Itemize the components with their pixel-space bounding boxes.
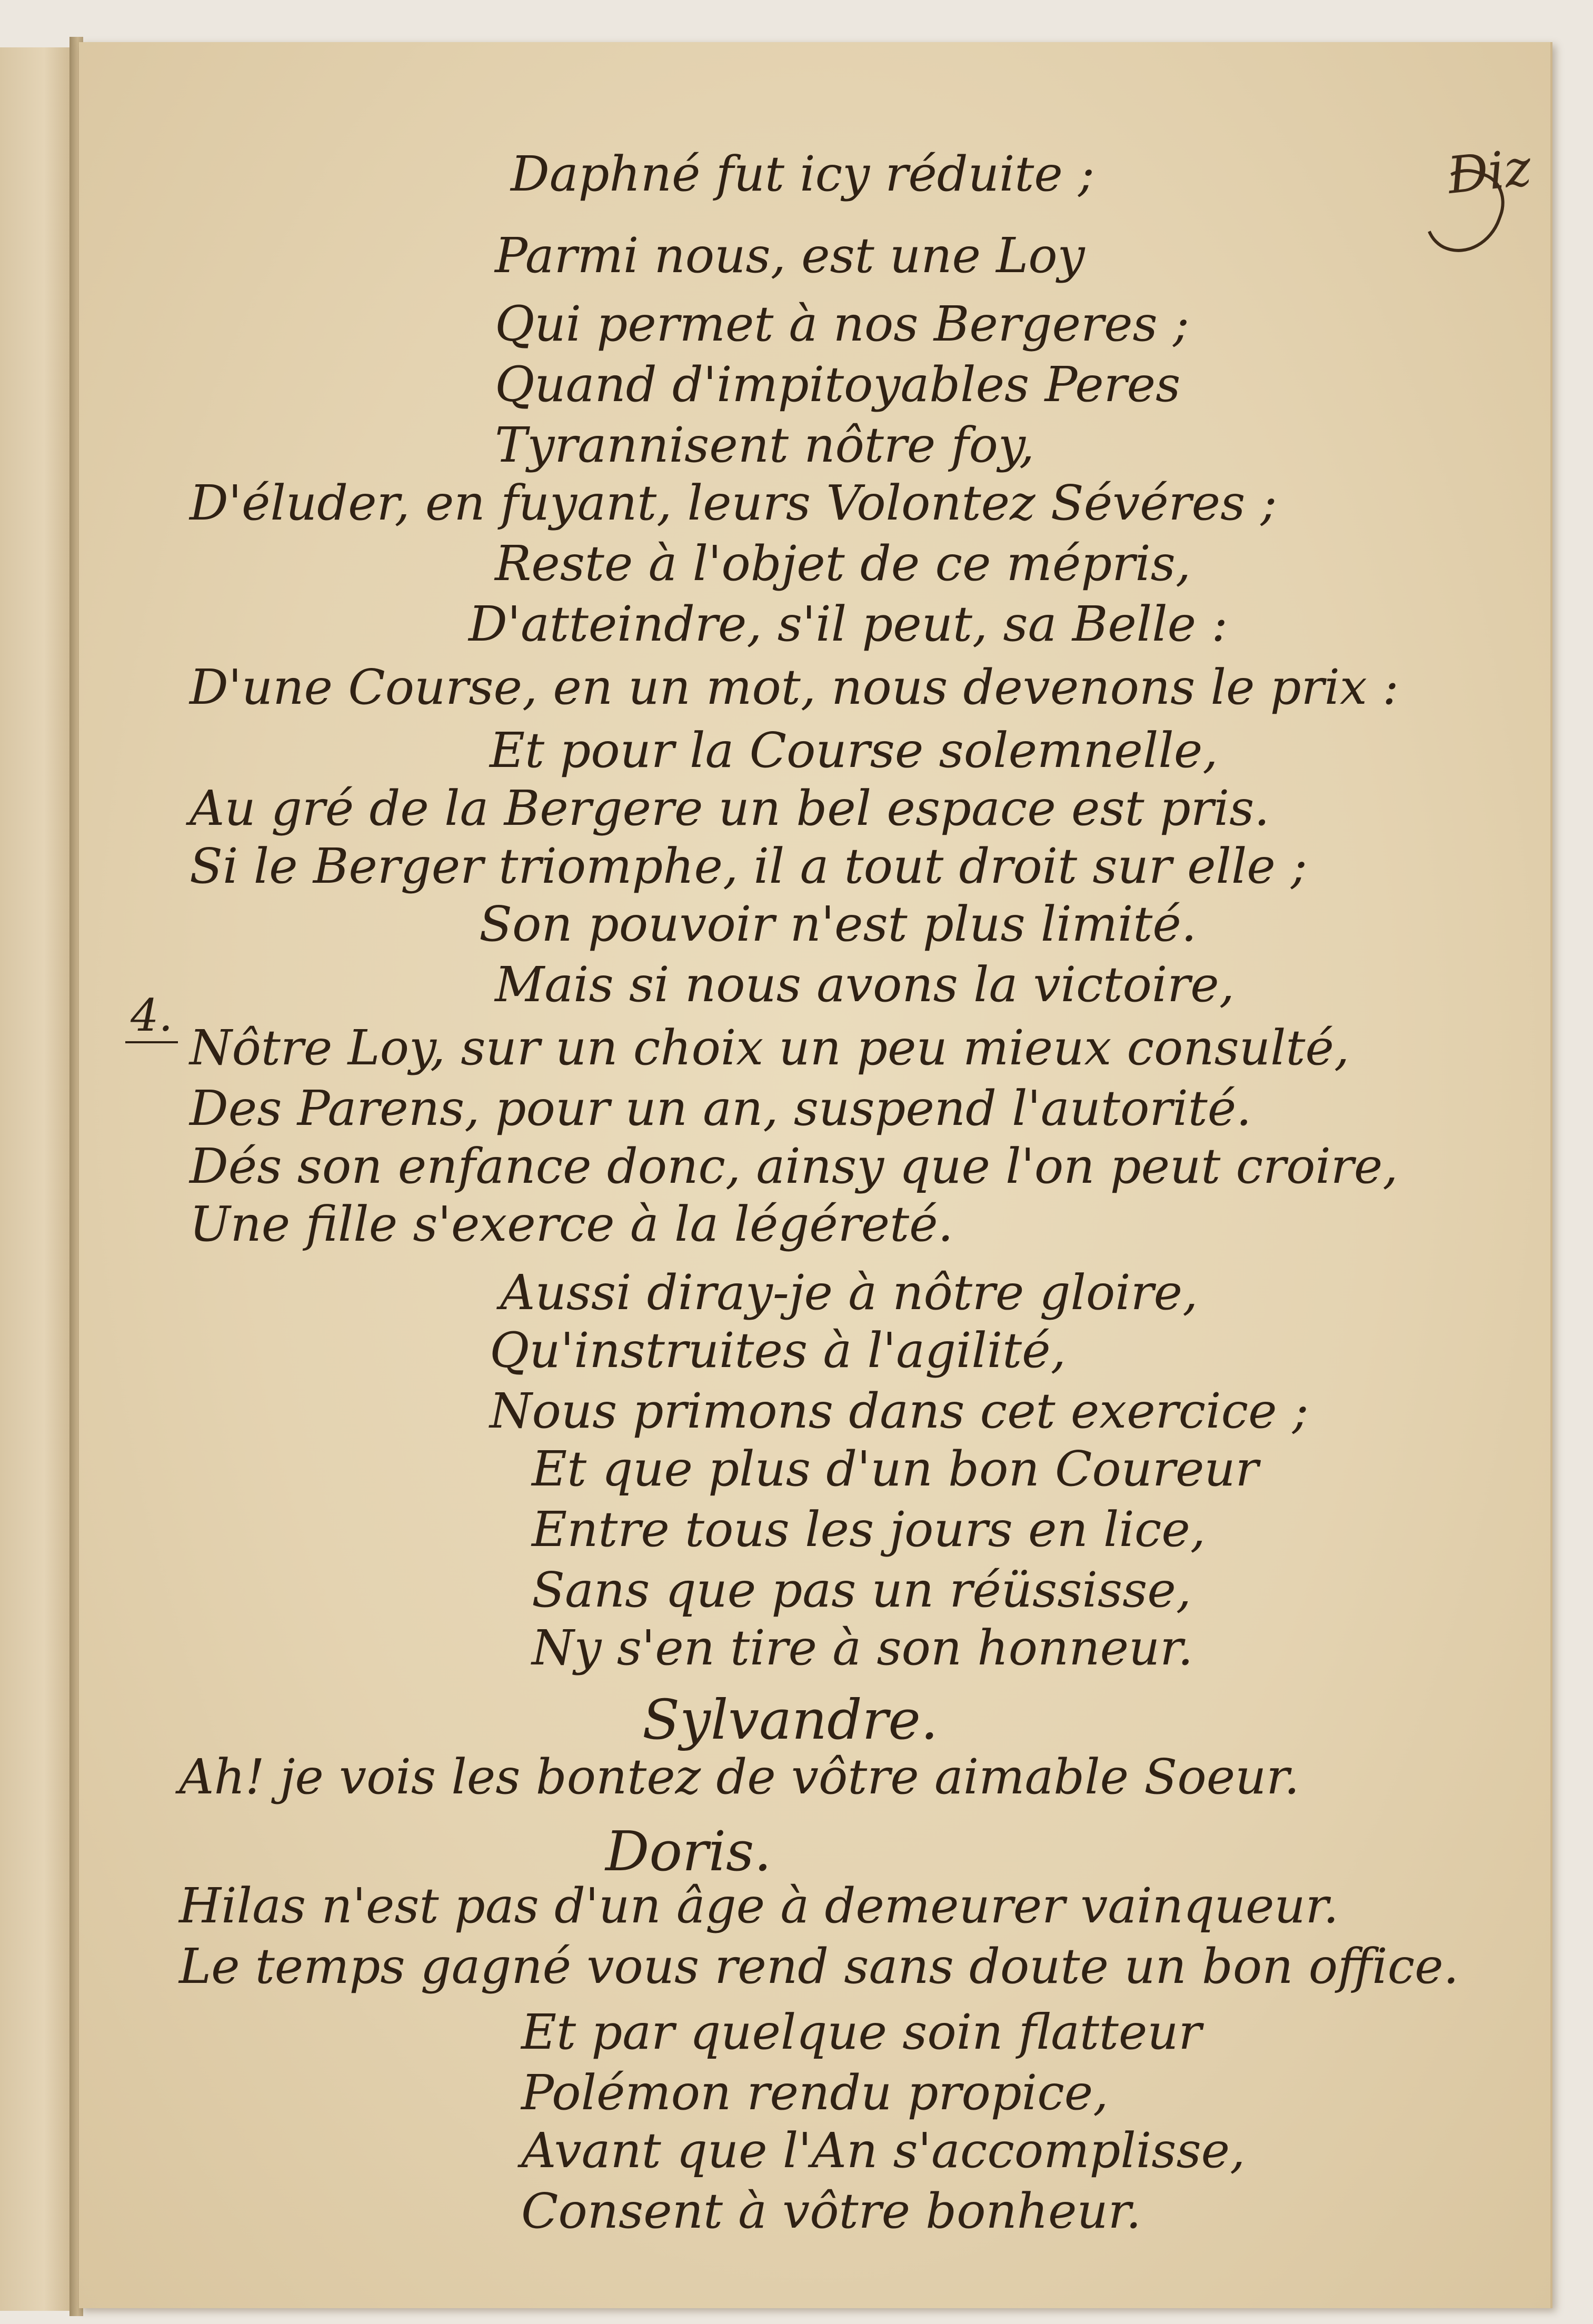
- text-line: Qui permet à nos Bergeres ;: [495, 296, 1189, 352]
- text-line: Mais si nous avons la victoire,: [495, 956, 1234, 1013]
- manuscript-page: [79, 42, 1552, 2308]
- text-line: Tyrannisent nôtre foy,: [495, 417, 1034, 473]
- text-line: D'une Course, en un mot, nous devenons le prix :: [190, 659, 1399, 715]
- speaker-name: Sylvandre.: [642, 1688, 938, 1752]
- text-line: Des Parens, pour un an, suspend l'autorité.: [190, 1080, 1252, 1136]
- text-line: Quand d'impitoyables Peres: [495, 356, 1181, 413]
- text-line: Daphné fut icy réduite ;: [511, 146, 1095, 202]
- text-line: Entre tous les jours en lice,: [532, 1501, 1206, 1558]
- text-line: Et par quelque soin flatteur: [521, 2004, 1202, 2060]
- text-line: Nous primons dans cet exercice ;: [490, 1383, 1309, 1439]
- text-line: Reste à l'objet de ce mépris,: [495, 535, 1191, 592]
- text-line: Dés son enfance donc, ainsy que l'on peut croire,: [190, 1138, 1398, 1194]
- folio-number: Diz: [1445, 138, 1534, 205]
- text-line: D'éluder, en fuyant, leurs Volontez Sévéres ;: [190, 475, 1277, 531]
- text-line: Au gré de la Bergere un bel espace est pris.: [190, 780, 1270, 836]
- text-line: Nôtre Loy, sur un choix un peu mieux consulté,: [190, 1020, 1350, 1076]
- text-line: Si le Berger triomphe, il a tout droit sur elle ;: [190, 838, 1308, 894]
- text-line: Avant que l'An s'accomplisse,: [521, 2122, 1246, 2179]
- text-line: Ah! je vois les bontez de vôtre aimable Soeur.: [179, 1749, 1300, 1805]
- text-line: Et que plus d'un bon Coureur: [532, 1441, 1259, 1497]
- text-line: Sans que pas un réüssisse,: [532, 1562, 1192, 1618]
- text-line: D'atteindre, s'il peut, sa Belle :: [469, 596, 1228, 652]
- text-line: Une fille s'exerce à la légéreté.: [190, 1196, 953, 1252]
- margin-number: 4.: [125, 990, 178, 1043]
- text-line: Et pour la Course solemnelle,: [490, 722, 1218, 779]
- text-line: Qu'instruites à l'agilité,: [490, 1322, 1066, 1379]
- left-page-edge: [0, 47, 74, 2311]
- text-line: Polémon rendu propice,: [521, 2064, 1109, 2121]
- text-line: Son pouvoir n'est plus limité.: [479, 896, 1197, 952]
- speaker-name: Doris.: [605, 1819, 772, 1883]
- text-line: Ny s'en tire à son honneur.: [532, 1620, 1193, 1676]
- text-line: Aussi diray-je à nôtre gloire,: [500, 1264, 1198, 1321]
- manuscript-text: [79, 42, 1550, 2308]
- text-line: Parmi nous, est une Loy: [495, 227, 1085, 284]
- text-line: Le temps gagné vous rend sans doute un bon office.: [179, 1938, 1459, 1994]
- text-line: Consent à vôtre bonheur.: [521, 2183, 1141, 2239]
- text-line: Hilas n'est pas d'un âge à demeurer vainqueur.: [179, 1878, 1339, 1934]
